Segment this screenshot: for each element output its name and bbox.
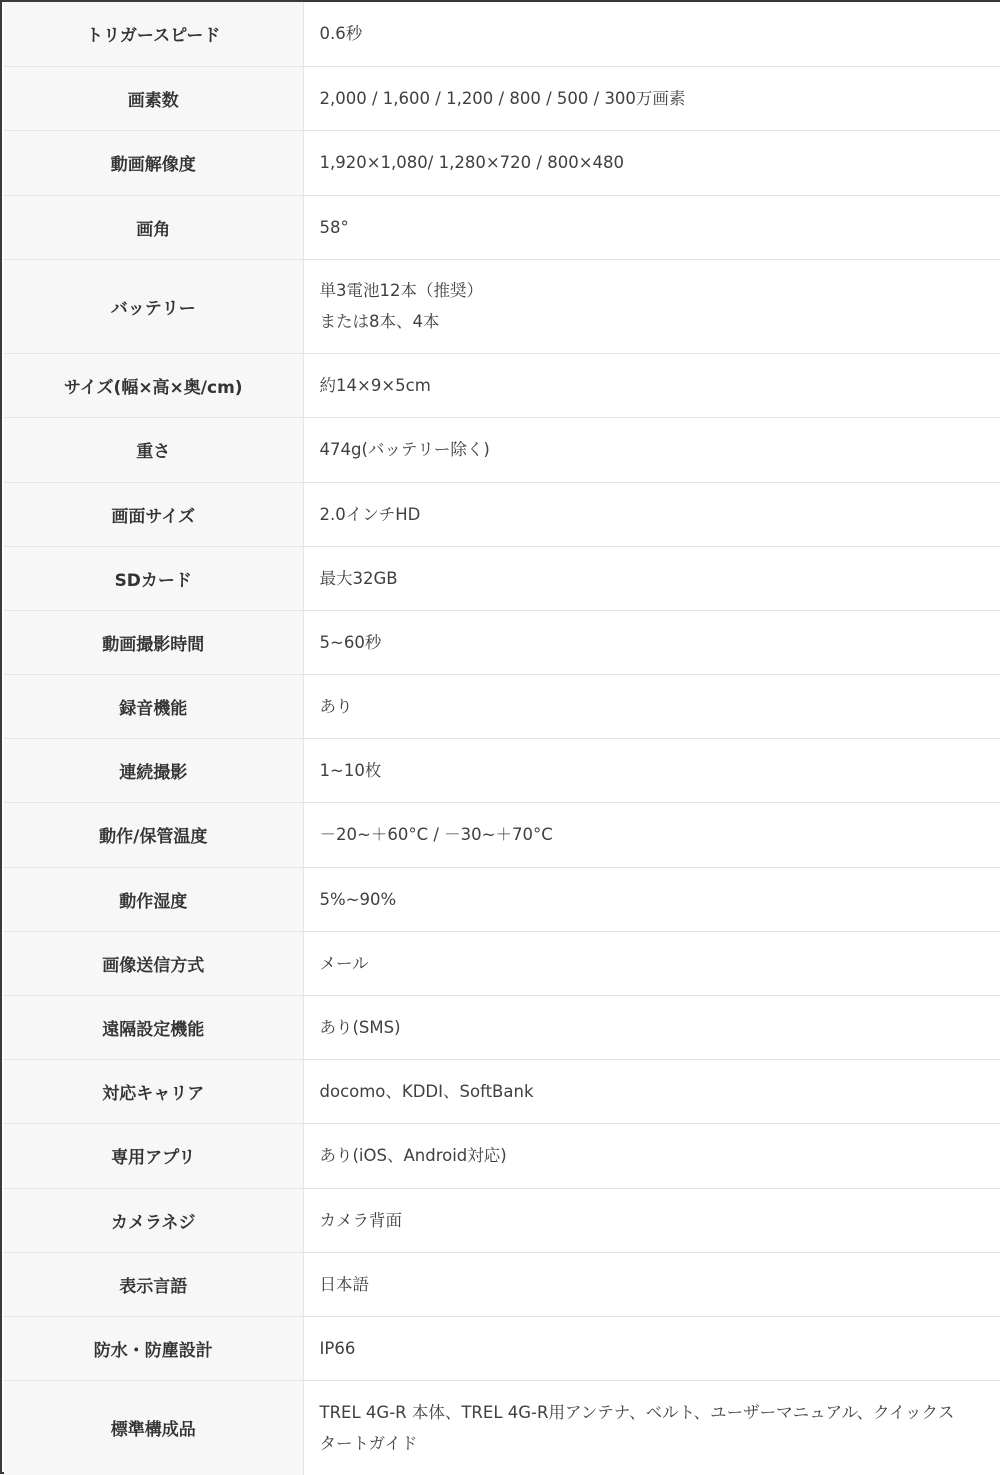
spec-label: 画素数: [4, 66, 303, 130]
spec-value: 0.6秒: [303, 2, 1000, 66]
spec-label: 動作/保管温度: [4, 802, 303, 867]
table-row: [4, 130, 1000, 195]
spec-value: 474g(バッテリー除く): [303, 417, 1000, 482]
spec-label: 録音機能: [4, 674, 303, 738]
spec-label: サイズ(幅×高×奥/cm): [4, 353, 303, 417]
table-row: [4, 2, 1000, 66]
spec-label: 対応キャリア: [4, 1059, 303, 1123]
spec-value: あり(iOS、Android対応): [303, 1123, 1000, 1188]
spec-label: 連続撮影: [4, 738, 303, 802]
spec-value: 単3電池12本（推奨） または8本、4本: [303, 259, 1000, 353]
spec-value: 1~10枚: [303, 738, 1000, 802]
table-row: [4, 417, 1000, 482]
table-row: [4, 1380, 1000, 1475]
spec-label: 表示言語: [4, 1252, 303, 1316]
spec-value: 58°: [303, 195, 1000, 259]
spec-value: docomo、KDDI、SoftBank: [303, 1059, 1000, 1123]
spec-label: 遠隔設定機能: [4, 995, 303, 1059]
spec-value: カメラ背面: [303, 1188, 1000, 1252]
table-row: [4, 1188, 1000, 1252]
table-row: [4, 546, 1000, 610]
spec-label: 画角: [4, 195, 303, 259]
spec-value: 約14×9×5cm: [303, 353, 1000, 417]
spec-label: バッテリー: [4, 259, 303, 353]
table-row: [4, 353, 1000, 417]
spec-value: IP66: [303, 1316, 1000, 1380]
spec-value: あり(SMS): [303, 995, 1000, 1059]
table-row: [4, 1252, 1000, 1316]
spec-value: 5~60秒: [303, 610, 1000, 674]
spec-label: カメラネジ: [4, 1188, 303, 1252]
table-row: [4, 610, 1000, 674]
table-row: [4, 1123, 1000, 1188]
table-row: [4, 482, 1000, 546]
table-row: [4, 1059, 1000, 1123]
spec-label: 動画解像度: [4, 130, 303, 195]
spec-value: 2,000 / 1,600 / 1,200 / 800 / 500 / 300万画素: [303, 66, 1000, 130]
spec-value: －20~＋60°C / －30~＋70°C: [303, 802, 1000, 867]
table-row: [4, 1316, 1000, 1380]
spec-value: メール: [303, 931, 1000, 995]
table-row: [4, 931, 1000, 995]
spec-label: SDカード: [4, 546, 303, 610]
spec-table: [4, 2, 1000, 1475]
spec-value: あり: [303, 674, 1000, 738]
spec-label: 専用アプリ: [4, 1123, 303, 1188]
spec-label: 動画撮影時間: [4, 610, 303, 674]
spec-value: 最大32GB: [303, 546, 1000, 610]
spec-label: 重さ: [4, 417, 303, 482]
table-row: [4, 66, 1000, 130]
spec-value: 1,920×1,080/ 1,280×720 / 800×480: [303, 130, 1000, 195]
table-row: [4, 738, 1000, 802]
spec-label: 動作湿度: [4, 867, 303, 931]
spec-value: TREL 4G-R 本体、TREL 4G-R用アンテナ、ベルト、ユーザーマニュアル、クイックスタートガイド: [303, 1380, 1000, 1475]
table-row: [4, 802, 1000, 867]
table-row: [4, 995, 1000, 1059]
table-row: [4, 674, 1000, 738]
spec-label: 防水・防塵設計: [4, 1316, 303, 1380]
spec-value: 日本語: [303, 1252, 1000, 1316]
table-row: [4, 195, 1000, 259]
table-row: [4, 259, 1000, 353]
spec-label: トリガースピード: [4, 2, 303, 66]
spec-value: 2.0インチHD: [303, 482, 1000, 546]
spec-label: 画面サイズ: [4, 482, 303, 546]
table-row: [4, 867, 1000, 931]
spec-label: 標準構成品: [4, 1380, 303, 1475]
spec-value: 5%~90%: [303, 867, 1000, 931]
spec-label: 画像送信方式: [4, 931, 303, 995]
